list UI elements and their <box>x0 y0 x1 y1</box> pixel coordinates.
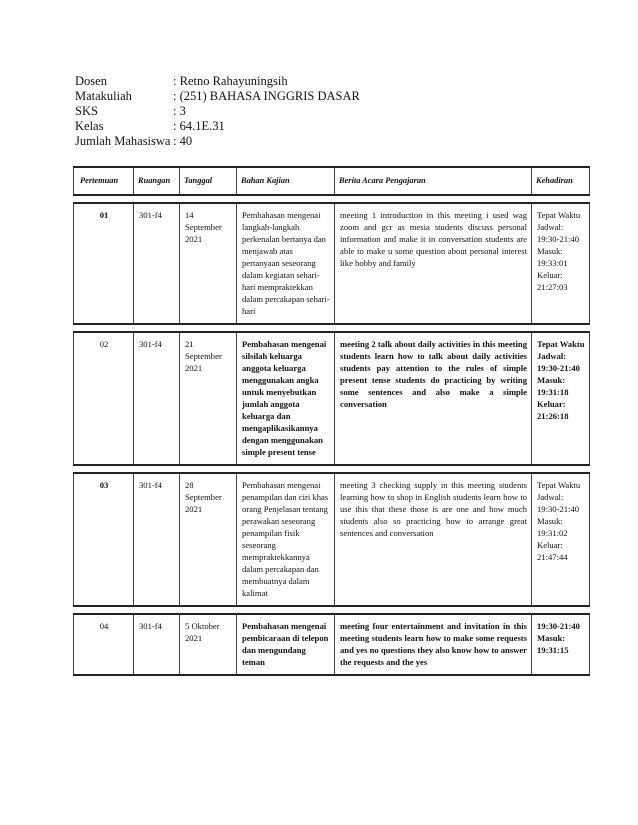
cell-meeting: 01 <box>74 203 134 324</box>
cell-topic: Pembahasan mengenai penampilan dan ciri khas orang Penjelasan tentang perawakan seseorang penampilan fisik seseorang mempraktekkannya dalam percakapan dan membuatnya dalam kalimat <box>237 473 335 606</box>
info-value: 3 <box>179 104 186 118</box>
cell-attendance: 19:30-21:40 Masuk: 19:31:15 <box>532 614 590 675</box>
info-separator: : <box>173 134 180 148</box>
cell-report: meeting 2 talk about daily activities in this meeting students learn how to talk about daily activities students pay attention to the rules of simple present tense students do practicing by writing some sentences and also make a simple conversation <box>335 332 532 465</box>
cell-date: 21 September 2021 <box>180 332 237 465</box>
info-label: SKS <box>75 104 98 118</box>
info-value: 64.1E.31 <box>179 119 225 133</box>
info-row-credits <box>75 104 360 119</box>
info-row-students <box>75 134 360 149</box>
cell-attendance: Tepat Waktu Jadwal: 19:30-21:40 Masuk: 19:33:01 Keluar: 21:27:03 <box>532 203 590 324</box>
column-header-meeting: Pertemuan <box>74 167 134 195</box>
cell-date: 28 September 2021 <box>180 473 237 606</box>
table-row <box>74 614 590 675</box>
cell-attendance: Tepat Waktu Jadwal: 19:30-21:40 Masuk: 19:31:02 Keluar: 21:47:44 <box>532 473 590 606</box>
info-row-lecturer <box>75 74 360 89</box>
cell-room: 301-f4 <box>134 332 180 465</box>
info-value: 40 <box>179 134 193 148</box>
info-label: Kelas <box>75 119 104 133</box>
info-value: (251) BAHASA INGGRIS DASAR <box>179 89 360 103</box>
cell-meeting: 02 <box>74 332 134 465</box>
teaching-log-table <box>73 166 590 676</box>
column-header-report: Berita Acara Pengajaran <box>335 167 532 195</box>
cell-room: 301-f4 <box>134 473 180 606</box>
cell-meeting: 03 <box>74 473 134 606</box>
info-row-class <box>75 119 360 134</box>
column-header-room: Ruangan <box>134 167 180 195</box>
table-header-row <box>74 167 590 195</box>
table-row <box>74 473 590 606</box>
column-header-topic: Bahan Kajian <box>237 167 335 195</box>
course-info <box>75 74 360 149</box>
column-header-attendance: Kehadiran <box>532 167 590 195</box>
info-label: Dosen <box>75 74 107 88</box>
info-separator: : <box>173 74 180 88</box>
cell-report: meeting 1 introduction in this meeting i used wag zoom and gcr as mesia students discuss personal information and make it in conversation students are able to make u some question about personal interest like hobby and family <box>335 203 532 324</box>
table-row <box>74 203 590 324</box>
info-separator: : <box>173 89 180 103</box>
info-label: Jumlah Mahasiswa <box>75 134 171 148</box>
column-header-date: Tanggal <box>180 167 237 195</box>
cell-topic: Pembahasan mengenai langkah-langkah perkenalan bertanya dan menjawab atas pertanyaan seseorang dalam kegiatan sehari-hari mempraktekkan dalam percakapan sehari-hari <box>237 203 335 324</box>
cell-room: 301-f4 <box>134 203 180 324</box>
info-separator: : <box>173 119 180 133</box>
cell-date: 14 September 2021 <box>180 203 237 324</box>
cell-topic: Pembahasan mengenai silsilah keluarga anggota keluarga menggunakan angka untuk menyebutkan jumlah anggota keluarga dan mengaplikasikannya dengan menggunakan simple present tense <box>237 332 335 465</box>
cell-report: meeting 3 checking supply in this meeting students learning how to shop in English students learn how to use this that these those is are one and how much students also so practicing how to arrange great sentences and conversation <box>335 473 532 606</box>
cell-attendance: Tepat Waktu Jadwal: 19:30-21:40 Masuk: 19:31:18 Keluar: 21:26:18 <box>532 332 590 465</box>
cell-room: 301-f4 <box>134 614 180 675</box>
info-separator: : <box>173 104 180 118</box>
cell-topic: Pembahasan mengenai pembicaraan di telepon dan mengundang teman <box>237 614 335 675</box>
info-value: Retno Rahayuningsih <box>179 74 288 88</box>
info-row-course <box>75 89 360 104</box>
table-row <box>74 332 590 465</box>
cell-meeting: 04 <box>74 614 134 675</box>
cell-report: meeting four entertainment and invitation in this meeting students learn how to make some requests and yes no questions they also know how to answer the requests and the yes <box>335 614 532 675</box>
cell-date: 5 Oktober 2021 <box>180 614 237 675</box>
info-label: Matakuliah <box>75 89 132 103</box>
